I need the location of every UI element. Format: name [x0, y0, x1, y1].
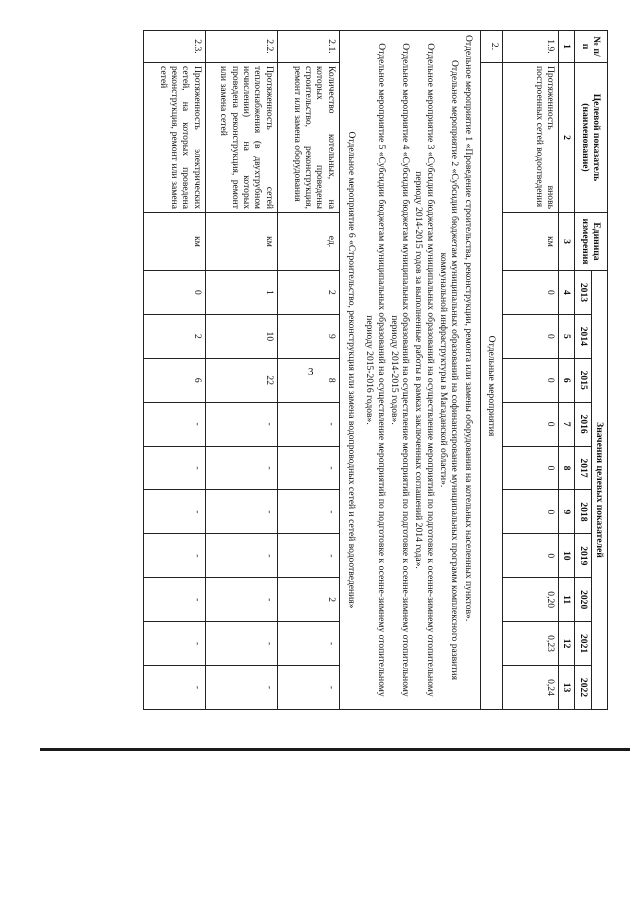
value-cell: 8	[277, 358, 339, 402]
header-year: 2021	[575, 622, 591, 666]
row-number: 1.9.	[503, 31, 559, 63]
measure-text: Отдельное мероприятие 2 «Субсидии бюджетам муниципальных образований на софинансирование муниципальных программ комплексного развития коммунальной инфраструктуры в Магаданской области».	[438, 60, 461, 680]
value-cell: -	[143, 402, 205, 446]
measure-text: Отдельное мероприятие 5 «Субсидии бюджетам муниципальных образований на осуществление мероприятий по подготовке к осенне-зимнему отопительному периоду 2015-2016 годов».	[364, 43, 387, 697]
section-row	[480, 31, 502, 710]
value-cell: -	[143, 446, 205, 490]
indicator-name: Протяженность сетей теплоснабжения (в двухтрубном исчислении) на которых проведена реконструкция, ремонт или замена сетей	[205, 63, 277, 213]
value-cell: -	[205, 402, 277, 446]
value-cell: 2	[143, 314, 205, 358]
measures-block	[339, 31, 480, 710]
index-cell: 9	[559, 490, 575, 534]
index-cell: 8	[559, 446, 575, 490]
index-cell: 11	[559, 578, 575, 622]
value-cell: 22	[205, 358, 277, 402]
value-cell: 0	[503, 402, 559, 446]
measure-text: Отдельное мероприятие 4 «Субсидии бюджетам муниципальных образований на осуществление мероприятий по подготовке к осенне-зимнему отопительному периоду 2014-2015 годов».	[388, 43, 412, 697]
table-row	[205, 31, 277, 710]
unit-cell: км	[503, 213, 559, 271]
table-row	[143, 31, 205, 710]
header-year: 2019	[575, 534, 591, 578]
value-cell: 1	[205, 271, 277, 315]
row-number: 2.3.	[143, 31, 205, 63]
value-cell: -	[277, 490, 339, 534]
value-cell: 2	[277, 271, 339, 315]
header-year: 2013	[575, 271, 591, 315]
value-cell: 0,23	[503, 622, 559, 666]
value-cell: -	[277, 534, 339, 578]
index-cell: 6	[559, 358, 575, 402]
measure-text: Отдельное мероприятие 6 «Строительство, реконструкция или замена водопроводных сетей и сетей водоотведения»	[345, 131, 357, 609]
value-cell: 9	[277, 314, 339, 358]
index-cell: 1	[559, 31, 575, 63]
value-cell: -	[143, 622, 205, 666]
unit-cell: км	[205, 213, 277, 271]
header-year: 2014	[575, 314, 591, 358]
header-year: 2020	[575, 578, 591, 622]
index-cell: 3	[559, 213, 575, 271]
value-cell: 10	[205, 314, 277, 358]
header-year: 2022	[575, 666, 591, 710]
header-number: № п/п	[575, 31, 608, 63]
value-cell: 0	[143, 271, 205, 315]
table-row	[277, 31, 339, 710]
value-cell: -	[143, 666, 205, 710]
value-cell: -	[143, 490, 205, 534]
header-indicator: Целевой показатель (наименование)	[575, 63, 608, 213]
value-cell: -	[277, 402, 339, 446]
value-cell: 0	[503, 271, 559, 315]
value-cell: 0	[503, 314, 559, 358]
measure-text: Отдельное мероприятие 3 «Субсидии бюджетам муниципальных образований на осуществление мероприятий по подготовке к осенне-зимнему отопительному периоду 2014-2015 годов за выполненные работы в рамках заключенных соглашений 2014 года».	[413, 43, 436, 697]
header-row	[591, 31, 607, 710]
header-unit: Единица измерения	[575, 213, 608, 271]
value-cell: -	[205, 490, 277, 534]
value-cell: -	[205, 622, 277, 666]
value-cell: -	[143, 534, 205, 578]
row-number: 2.1.	[277, 31, 339, 63]
value-cell: 0,24	[503, 666, 559, 710]
table-row	[503, 31, 559, 710]
header-values-group: Значения целевых показателей	[591, 271, 607, 710]
rotated-page-content	[78, 30, 608, 710]
page-number: 3	[308, 366, 314, 378]
section-number: 2.	[480, 31, 502, 63]
value-cell: -	[277, 446, 339, 490]
indicator-name: Протяженность вновь построенных сетей водоотведения	[503, 63, 559, 213]
value-cell: 0,20	[503, 578, 559, 622]
measure-text: Отдельное мероприятие 1 «Проведение строительства, реконструкции, ремонта или замены оборудования на котельных населенных пунктов».	[462, 35, 474, 622]
value-cell: 0	[503, 534, 559, 578]
value-cell: -	[277, 622, 339, 666]
indicator-name: Количество котельных, на которых проведены строительство, реконструкция, ремонт или замена оборудования	[277, 63, 339, 213]
index-cell: 2	[559, 63, 575, 213]
header-year: 2018	[575, 490, 591, 534]
value-cell: -	[205, 666, 277, 710]
unit-cell: км	[143, 213, 205, 271]
value-cell: 0	[503, 490, 559, 534]
index-cell: 12	[559, 622, 575, 666]
value-cell: 0	[503, 446, 559, 490]
value-cell: -	[143, 578, 205, 622]
value-cell: 2	[277, 578, 339, 622]
value-cell: -	[277, 666, 339, 710]
scan-divider-line	[40, 748, 630, 751]
index-cell: 5	[559, 314, 575, 358]
target-indicators-table	[143, 30, 608, 710]
index-cell: 7	[559, 402, 575, 446]
unit-cell: ед.	[277, 213, 339, 271]
column-index-row	[559, 31, 575, 710]
index-cell: 10	[559, 534, 575, 578]
index-cell: 4	[559, 271, 575, 315]
value-cell: -	[205, 446, 277, 490]
header-year: 2017	[575, 446, 591, 490]
header-year: 2015	[575, 358, 591, 402]
index-cell: 13	[559, 666, 575, 710]
indicator-name: Протяженность электрических сетей, на которых проведена реконструкция, ремонт или замена сетей	[143, 63, 205, 213]
measures-row	[339, 31, 480, 710]
row-number: 2.2.	[205, 31, 277, 63]
value-cell: 0	[503, 358, 559, 402]
header-year: 2016	[575, 402, 591, 446]
value-cell: -	[205, 534, 277, 578]
value-cell: 6	[143, 358, 205, 402]
section-title: Отдельные мероприятия	[480, 63, 502, 710]
value-cell: -	[205, 578, 277, 622]
